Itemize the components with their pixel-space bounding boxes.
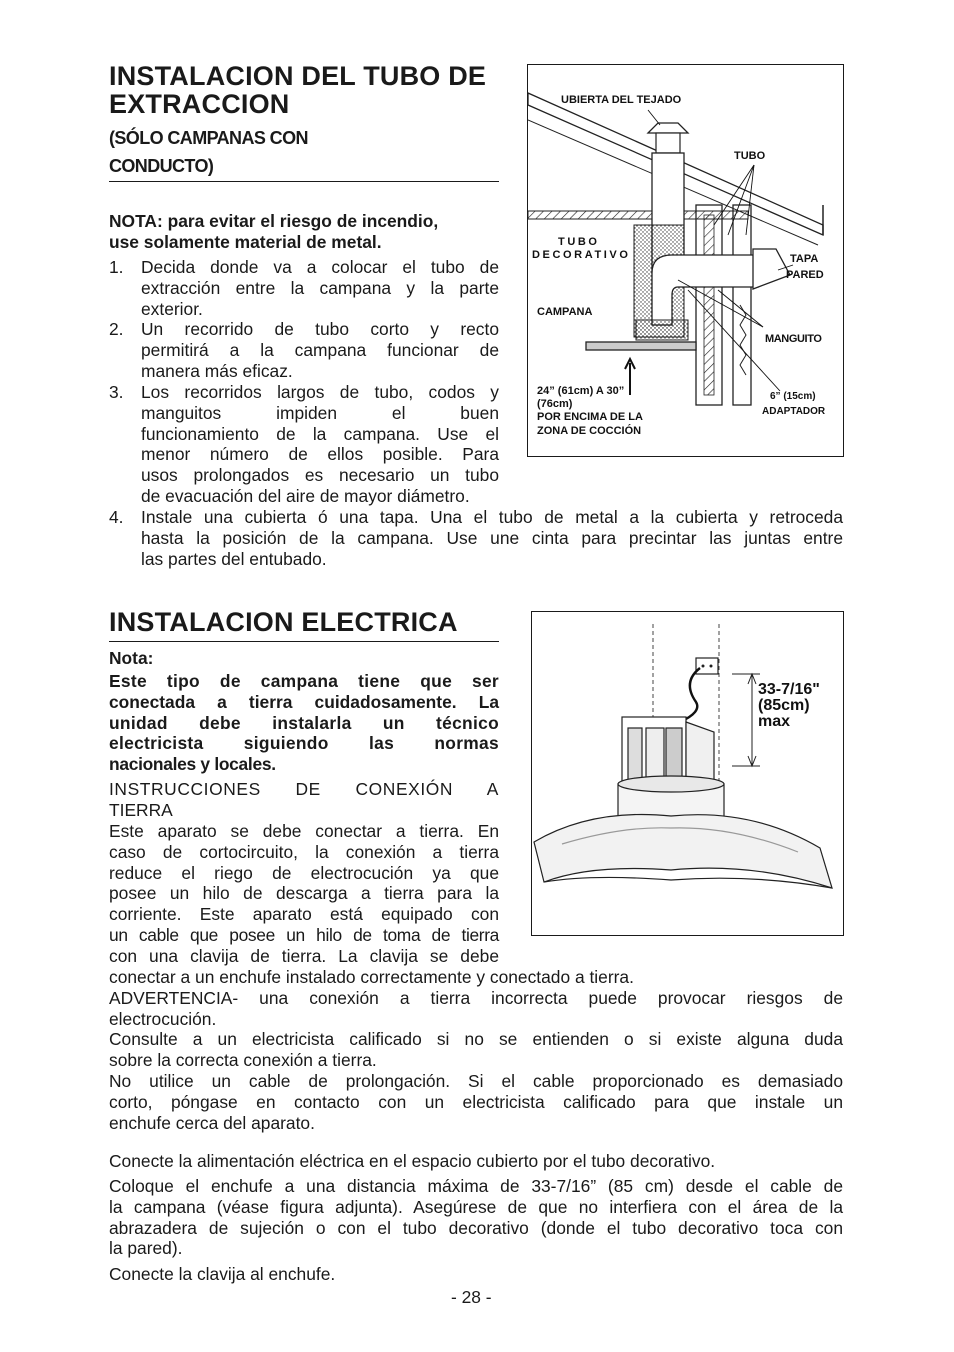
- step-3-line: Los recorridos largos de tubo, codos y: [141, 382, 499, 402]
- ground-line: corriente. Este aparato está equipado con: [109, 904, 499, 925]
- dimension-label-3: max: [758, 713, 791, 730]
- placement-line: Coloque el enchufe a una distancia máxima de 33-7/16” (85 cm) desde el cable de: [109, 1176, 843, 1196]
- step-1-line: Decida donde va a colocar el tubo de: [141, 257, 499, 277]
- full-line: enchufe cerca del aparato.: [109, 1112, 315, 1133]
- step-3-num: 3.: [109, 382, 124, 402]
- warning-line: conectada a tierra cuidadosamente. La: [109, 691, 499, 712]
- label-height-2: (76cm): [537, 398, 573, 410]
- outlet-diagram-svg: [532, 612, 843, 935]
- placement-line: la campana (véase figura adjunta). Asegúrese de que no interfiera con el área de la: [109, 1196, 843, 1217]
- wall-cap: [753, 249, 790, 289]
- full-line: Consulte a un electricista calificado si no se entienden o si existe alguna duda: [109, 1029, 843, 1050]
- step-4: [109, 507, 843, 570]
- label-height-3: POR ENCIMA DE LA: [537, 411, 643, 423]
- step-2: [109, 319, 499, 382]
- step-2-line: manera más eficaz.: [141, 360, 293, 381]
- full-line: electrocución.: [109, 1008, 217, 1029]
- section2-rule: [109, 641, 499, 642]
- section1-subtitle-line1: (SÓLO CAMPANAS CON: [109, 128, 308, 148]
- plug-paragraph: Conecte la clavija al enchufe.: [109, 1264, 336, 1284]
- warning-line: electricista siguiendo las normas: [109, 733, 499, 754]
- full-line: ADVERTENCIA- una conexión a tierra incorrecta puede provocar riesgos de: [109, 987, 843, 1008]
- section1-title-line2: EXTRACCION: [109, 89, 290, 119]
- ground-title-line2: TIERRA: [109, 800, 173, 820]
- hood-drawing: [586, 320, 696, 350]
- section1-rule: [109, 181, 499, 182]
- glass-canopy: [534, 814, 832, 888]
- section2-warning: [109, 671, 499, 775]
- ground-line: Este aparato se debe conectar a tierra. En: [109, 821, 499, 841]
- step-1: [109, 257, 499, 320]
- step-4-line: las partes del entubado.: [141, 548, 327, 569]
- full-line: corto, póngase en contacto con un electricista calificado para que instale un: [109, 1091, 843, 1112]
- label-cap-2: PARED: [786, 269, 824, 281]
- dimension-label-1: 33-7/16": [758, 681, 820, 698]
- section2-title: INSTALACION ELECTRICA: [109, 607, 458, 637]
- step-4-line: Instale una cubierta ó una tapa. Una el tubo de metal a la cubierta y retroceda: [141, 507, 843, 527]
- ground-line: posee un hilo de descarga a tierra para la: [109, 883, 499, 904]
- full-line: conectar a un enchufe instalado correctamente y conectado a tierra.: [109, 967, 634, 987]
- label-deco-tube-2: DECORATIVO: [532, 249, 631, 261]
- label-cap-1: TAPA: [790, 253, 819, 265]
- label-sleeve: MANGUITO: [765, 333, 822, 345]
- placement-line: la pared).: [109, 1238, 183, 1259]
- label-roof: UBIERTA DEL TEJADO: [561, 94, 682, 106]
- section1-note-line1: NOTA: para evitar el riesgo de incendio,: [109, 211, 439, 231]
- label-tube: TUBO: [734, 150, 766, 162]
- dimension-label-2: (85cm): [758, 697, 810, 714]
- ground-line: caso de cortocircuito, la conexión a tierra: [109, 841, 499, 862]
- ground-paragraph: [109, 821, 499, 967]
- placement-line: abrazadera de sujeción o con el tubo decorativo (donde el tubo decorativo toca con: [109, 1217, 843, 1238]
- placement-paragraph: [109, 1176, 843, 1259]
- step-4-num: 4.: [109, 507, 124, 527]
- label-hood: CAMPANA: [537, 306, 593, 318]
- ground-line: un cable que posee un hilo de toma de tierra: [109, 924, 499, 945]
- outlet-placement-figure: [531, 611, 844, 936]
- section1-subtitle-line2: CONDUCTO): [109, 156, 214, 176]
- step-4-line: hasta la posición de la campana. Use une cinta para precintar las juntas entre: [141, 527, 843, 548]
- label-height-4: ZONA DE COCCIÓN: [537, 425, 642, 437]
- duct-installation-figure: [527, 64, 844, 457]
- step-3-line: usos prolongados es necesario un tubo: [141, 465, 499, 486]
- power-cable: [680, 668, 700, 722]
- full-width-paragraph: [109, 967, 843, 1133]
- ground-line: con una clavija de tierra. La clavija se debe: [109, 945, 499, 966]
- page-number: - 28 -: [451, 1287, 492, 1307]
- section1-note-line2: use solamente material de metal.: [109, 232, 382, 252]
- height-arrow: [625, 359, 635, 395]
- step-3-line: manguitos impiden el buen: [141, 402, 499, 423]
- label-deco-tube-1: TUBO: [558, 236, 600, 248]
- step-3-line: menor número de ellos posible. Para: [141, 444, 499, 465]
- warning-line: nacionales y locales.: [109, 754, 276, 775]
- label-adapter-2: ADAPTADOR: [762, 406, 826, 417]
- step-1-line: extracción entre la campana y la parte: [141, 277, 499, 298]
- step-3: [109, 382, 549, 508]
- outlet-box: [696, 658, 718, 674]
- step-1-num: 1.: [109, 257, 124, 277]
- duct-diagram-svg: [528, 65, 843, 456]
- warning-line: Este tipo de campana tiene que ser: [109, 671, 499, 691]
- label-height-1: 24” (61cm) A 30”: [537, 385, 625, 397]
- connect-paragraph: Conecte la alimentación eléctrica en el espacio cubierto por el tubo decorativo.: [109, 1151, 716, 1171]
- step-3-line: de evacuación del aire de mayor diámetro.: [141, 485, 470, 506]
- ceiling-beam: [528, 211, 748, 219]
- step-2-line: permitirá a la campana funcionar de: [141, 339, 499, 360]
- step-1-line: exterior.: [141, 298, 203, 319]
- full-line: sobre la correcta conexión a tierra.: [109, 1050, 377, 1071]
- section2-nota: Nota:: [109, 648, 154, 668]
- label-adapter-1: 6” (15cm): [770, 391, 816, 402]
- warning-line: unidad debe instalarla un técnico: [109, 712, 499, 733]
- ground-title-line1: INSTRUCCIONES DE CONEXIÓN A: [109, 779, 499, 799]
- step-2-num: 2.: [109, 319, 124, 339]
- step-3-line: funcionamiento de la campana. Use el: [141, 423, 499, 444]
- dimension-line: [732, 674, 760, 766]
- ground-line: reduce el riego de electrocución ya que: [109, 862, 499, 883]
- step-2-line: Un recorrido de tubo corto y recto: [141, 319, 499, 339]
- full-line: No utilice un cable de prolongación. Si el cable proporcionado es demasiado: [109, 1070, 843, 1091]
- section1-title-line1: INSTALACION DEL TUBO DE: [109, 61, 487, 91]
